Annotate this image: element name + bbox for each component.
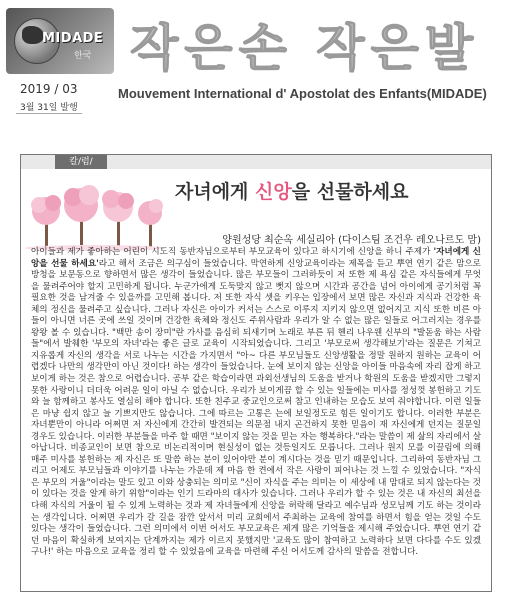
body-intro-emphasis: '자녀에게 신앙을 선물 하세요' xyxy=(31,247,481,269)
publish-date: 3월 31일 발행 xyxy=(16,100,82,114)
logo-text: MIDADE xyxy=(42,31,104,46)
column-article xyxy=(20,154,492,592)
headline-part-2: 을 선물하세요 xyxy=(291,181,409,203)
article-author: 양원성당 최순옥 세실리아 (다이스팀 조건우 레오나르도 맘) xyxy=(222,235,481,246)
newsletter-header xyxy=(0,0,510,120)
cherry-blossom-illustration xyxy=(25,171,165,251)
tree-2 xyxy=(64,185,99,247)
article-body xyxy=(31,247,481,559)
issue-number: 2019 / 03 xyxy=(20,82,78,96)
tree-1 xyxy=(31,195,61,247)
article-headline xyxy=(175,177,409,204)
continent-shape xyxy=(22,26,44,44)
organization-name: Mouvement International d' Apostolat des Enfants(MIDADE) xyxy=(118,86,487,101)
category-label: 칼/럼/ xyxy=(55,155,107,169)
tree-3 xyxy=(102,190,134,247)
newsletter-title: 작은손 작은발 xyxy=(130,19,480,77)
body-intro: 아이들과 제가 좋아하는 어린이 시도직 동반자님으로부터 부모교육이 있다고 하시기에 신앙을 하니 주제가 xyxy=(31,247,434,257)
tree-4 xyxy=(138,199,163,247)
headline-part-1: 자녀에게 xyxy=(175,181,256,203)
body-text: 라고 해서 조금은 의구심이 들었습니다. 막연하게 신앙교육이라는 제목을 듣고 뿌연 연기 같은 맘으로 방청을 보문동으로 향하면서 많은 생각이 들었습니다. 많은 부모들이 그러하듯이 저 또한 제 욕심 같은 자식들에게 무엇을 물려주어야 할지 고민하게 됩니다. 누군가에게 도둑맞지 않고 뻣지 않으며 시간과 공간을 넘어 아이에게 공기처럼 꼭 필요한 것을 남겨줄 수 있을까를 고민해 봅니다. 저 또한 자식 셋을 키우는 입장에서 보면 많은 자신과 지식과 건강한 육체의 정신을 물려주고 싶습니다. 그러나 자신은 아이가 커서는 스스로 이루지 지키지 않으면 없어지고 지식 또한 비른 아들이 아니면 너른 곳에 쓰일 것이며 건강한 육체와 정신도 주위사람과 우리가 알 수 없는 많은 일들로 어그러지는 경우를 왕왕 볼 수 있습니다. "백만 송이 장미"란 가사를 음심히 되새기며 노래로 부른 뒤 헨리 나우웬 신부의 "발돋움 하는 사람들"에서 발췌한 '부모의 자녀'라는 좋은 글로 교육이 시작되었습니다. 그리고 '부모로써 생각해보기'라는 질문은 기쳐고 지유롭게 자신의 생각을 서로 나누는 시간을 가지면서 "아~ 다른 부모님들도 신앙생활을 정말 원하지 원하는 교육이 어렵겠다 나만의 생각만이 아닌 것이다! 하는 생각이 들었습니다. 눈에 보이지 않는 신앙을 아이들 마음속에 자리 잡게 하고 보이게 하는 것은 참으로 어렵습니다. 공부 같은 학습이라면 과외선생님의 도움을 받거나 학원의 도움을 받겠지만 그렇지 못한 사랑이니 더더욱 어려운 일이 아닐 수 없습니다. 우리가 보이게끔 할 수 있는 일들에는 미사를 정성껏 봉헌하고 기도와 늘 함께하고 봉사도 열심히 해야 합니다. 또한 친주교 중교인으로써 참고 인내하는 모습도 보여 줘야합니다. 이런 일들은 마냥 쉽지 않고 늘 기쁘지만도 않습니다. 그에 따르는 고통은 는에 보일정도로 힘든 일이기도 합니다. 이러한 부분은 자녀뿐만이 아니라 어쩌면 저 자신에게 간간히 발견되는 의문점 내지 곤건하지 못한 믿음이 재 자신에게 던지는 질문일 경우도 있습니다. 이러한 부분들을 마주 할 때면 "보이지 않는 것을 믿는 자는 행복하다."라는 말씀이 제 삶의 자리에서 살아납니다. 비종교인이 보면 참으로 비논리적이며 현실성이 없는 것등일지도 모릅니다. 그러나 원지 모를 이끌림에 의해 매주 미사를 봉헌하는 제 자신은 또 말씀 하는 분이 있어야만 분이 계시다는 것을 믿기 때문입니다. 그리하여 동반자님 그리고 어제도 부모님들과 이야기를 나누는 가운데 제 마음 한 켠에서 작은 사랑이 피어나는 것 느낄 수 있었습니다. "자식은 부모의 거울"이라는 말도 있고 이와 상충되는 의미로 "신이 자식을 주는 의미는 이 세상에 내 맘대로 되지 않는다는 것이 있다는 것을 알게 하기 위함"이라는 인기 드라마의 대사가 있습니다. 그러나 우리가 할 수 있는 것은 내 자신의 최선을 다해 자식의 거울이 될 수 있게 노력하는 것과 제 자녀들에게 신앙을 허락해 달라고 예수님과 성모님께 기도 하는 것이라는 생각입니다. 어쩌면 우리가 갈 길을 잠깐 앞서서 미리 교회에서 주최하는 교육에 참여를 하면서 힘을 얻는 것일 수도 있다는 생각이 들었습니다. 그런 의미에서 이번 어서도 부모교육은 제게 많은 기억들을 제시해 주었습니다. 뿌연 연기 같던 마음이 확실하게 보여지는 단계까지는 제가 이르지 못했지만 '교육도 많이 참여하고 노력하다 보면 다다를 수도 있겠구나!' 하는 마음으로 교육을 정리 할 수 있었음에 교육을 마련해 주신 어서도께 감사의 말씀을 전합니다. xyxy=(31,258,481,558)
article-top-bar xyxy=(21,155,491,169)
midade-logo xyxy=(6,8,114,74)
headline-highlight: 신앙 xyxy=(255,181,292,203)
logo-subtext: 한국 xyxy=(74,51,92,61)
